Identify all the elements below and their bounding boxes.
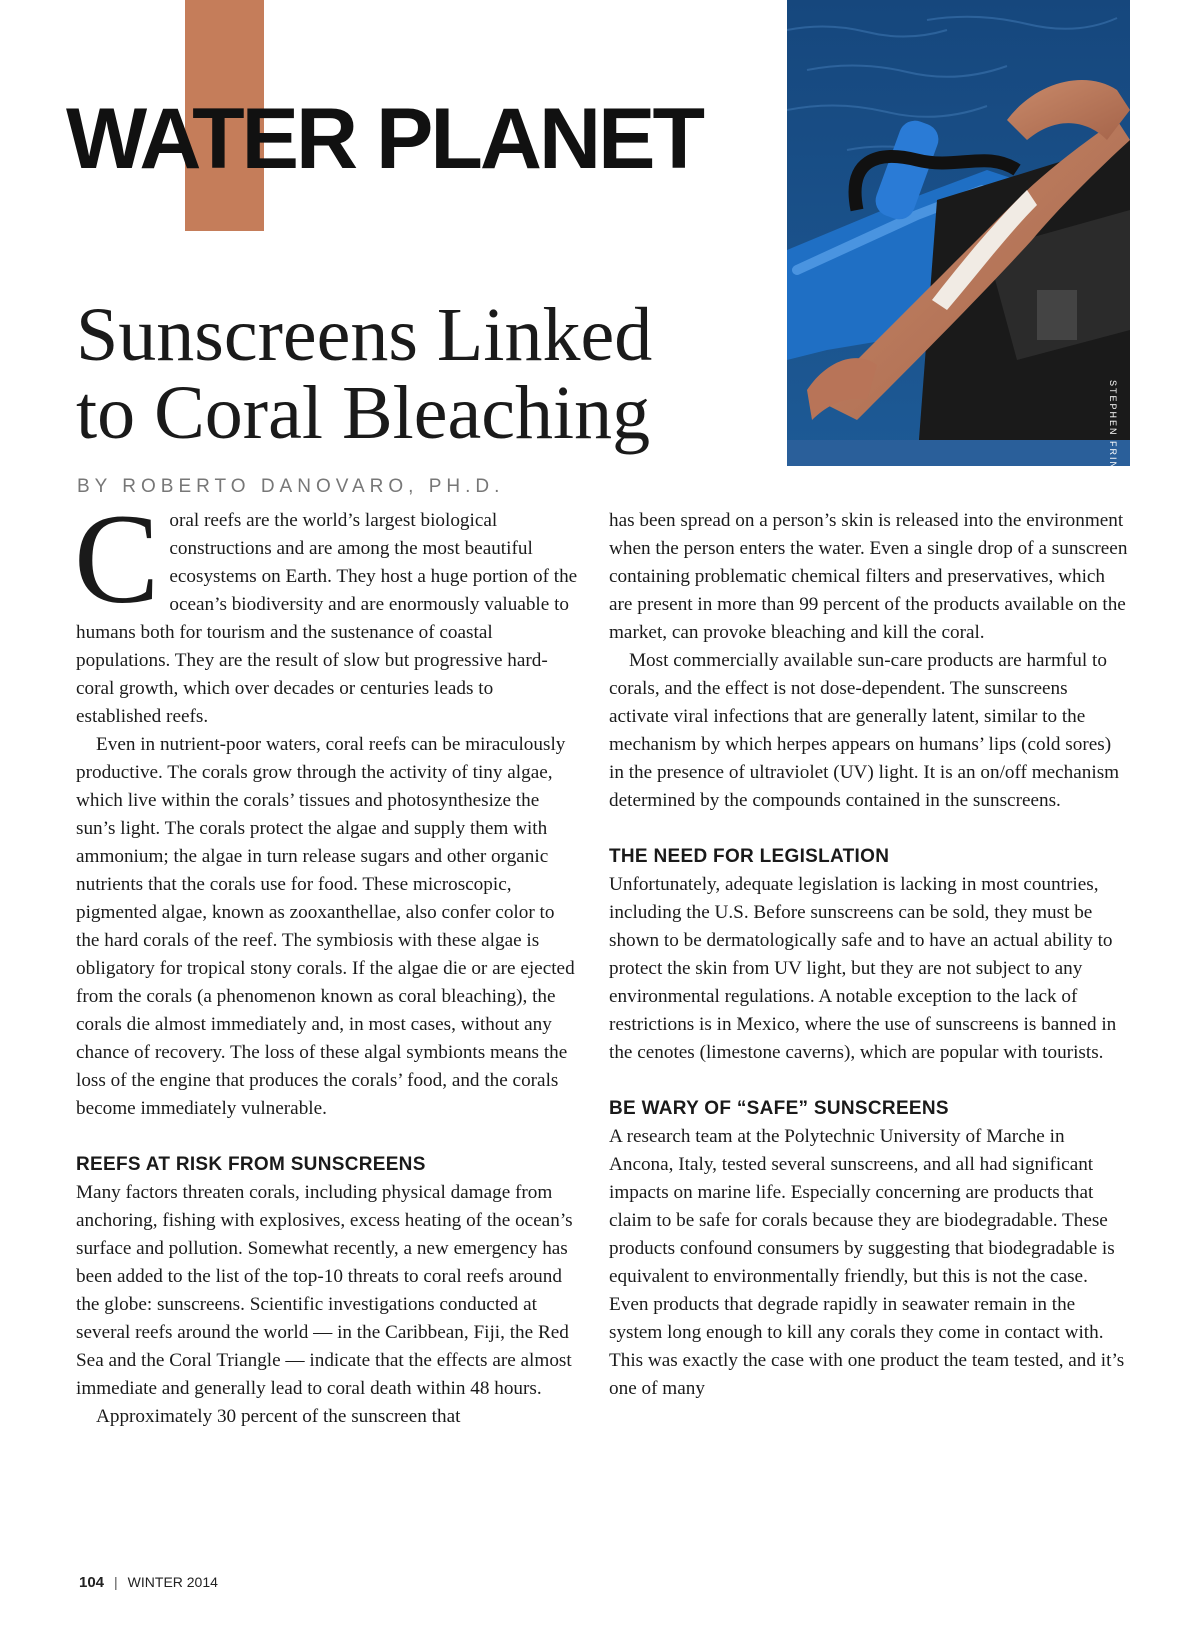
right-column [609,507,1129,1403]
article-headline [76,293,653,455]
headline-line-2: to Coral Bleaching [76,371,651,455]
headline-line-1: Sunscreens Linked [76,293,653,377]
intro-paragraph [74,488,582,731]
drop-cap: C [74,488,160,630]
left-column [74,488,582,1431]
intro-paragraph-text: oral reefs are the world’s largest biological constructions and are among the most beautiful ecosystems on Earth. They host a huge portion of the ocean’s biodiversity and are enormously valuable to humans both for tourism and the sustenance of coastal populations. They are the result of slow but progressive hard-coral growth, which over decades or centuries leads to established reefs. [76,510,578,727]
body-paragraph: A research team at the Polytechnic University of Marche in Ancona, Italy, tested several sunscreens, and all had significant impacts on marine life. Especially concerning are products that claim to be safe for corals because they are biodegradable. These products confound consumers by suggesting that biodegradable is equivalent to environmentally friendly, but this is not the case. Even products that degrade rapidly in seawater remain in the system long enough to kill any corals they come in contact with. This was exactly the case with one product the team tested, and it’s one of many [609,1126,1125,1399]
subhead-need-for-legislation: THE NEED FOR LEGISLATION [609,846,890,867]
section-title: WATER PLANET [66,91,703,187]
body-paragraph: Approximately 30 percent of the sunscreen that [96,1406,461,1427]
photo-credit: STEPHEN FRINK [1108,380,1118,479]
body-paragraph: has been spread on a person’s skin is released into the environment when the person enters the water. Even a single drop of a sunscreen containing problematic chemical filters and preservatives, which are present in more than 99 percent of the products available on the market, can provoke bleaching and kill the coral. [609,510,1128,643]
diver-sunscreen-photo [787,0,1130,466]
subhead-be-wary: BE WARY OF “SAFE” SUNSCREENS [609,1098,949,1119]
footer-separator: | [114,1574,118,1590]
body-paragraph: Many factors threaten corals, including physical damage from anchoring, fishing with explosives, excess heating of the ocean’s surface and pollution. Somewhat recently, a new emergency has been added to the list of the top-10 threats to coral reefs around the globe: sunscreens. Scientific investigations conducted at several reefs around the world — in the Caribbean, Fiji, the Red Sea and the Coral Triangle — indicate that the effects are almost immediate and generally lead to coral death within 48 hours. [76,1182,573,1399]
page-number: 104 [79,1574,105,1591]
byline: BY ROBERTO DANOVARO, PH.D. [77,476,505,497]
body-paragraph: Even in nutrient-poor waters, coral reefs can be miraculously productive. The corals grow through the activity of tiny algae, which live within the corals’ tissues and photosynthesize the sun’s light. The corals protect the algae and supply them with ammonium; the algae in turn release sugars and other organic nutrients that the corals use for food. These microscopic, pigmented algae, known as zooxanthellae, also confer color to the hard corals of the reef. The symbiosis with these algae is obligatory for tropical stony corals. If the algae die or are ejected from the corals (a phenomenon known as coral bleaching), the corals die almost immediately and, in most cases, without any chance of recovery. The loss of these algal symbionts means the loss of the engine that produces the corals’ food, and the corals become immediately vulnerable. [76,734,575,1119]
body-paragraph: Most commercially available sun-care products are harmful to corals, and the effect is not dose-dependent. The sunscreens activate viral infections that are generally latent, similar to the mechanism by which herpes appears on humans’ lips (cold sores) in the presence of ultraviolet (UV) light. It is an on/off mechanism determined by the compounds contained in the sunscreens. [609,650,1120,811]
body-paragraph: Unfortunately, adequate legislation is lacking in most countries, including the U.S. Before sunscreens can be sold, they must be shown to be dermatologically safe and to have an actual ability to protect the skin from UV light, but they are not subject to any environmental regulations. A notable exception to the lack of restrictions is in Mexico, where the use of sunscreens is banned in the cenotes (limestone caverns), which are popular with tourists. [609,874,1117,1063]
subhead-reefs-at-risk: REEFS AT RISK FROM SUNSCREENS [76,1154,426,1175]
issue-label: WINTER 2014 [127,1574,218,1590]
page-footer [79,1574,218,1591]
